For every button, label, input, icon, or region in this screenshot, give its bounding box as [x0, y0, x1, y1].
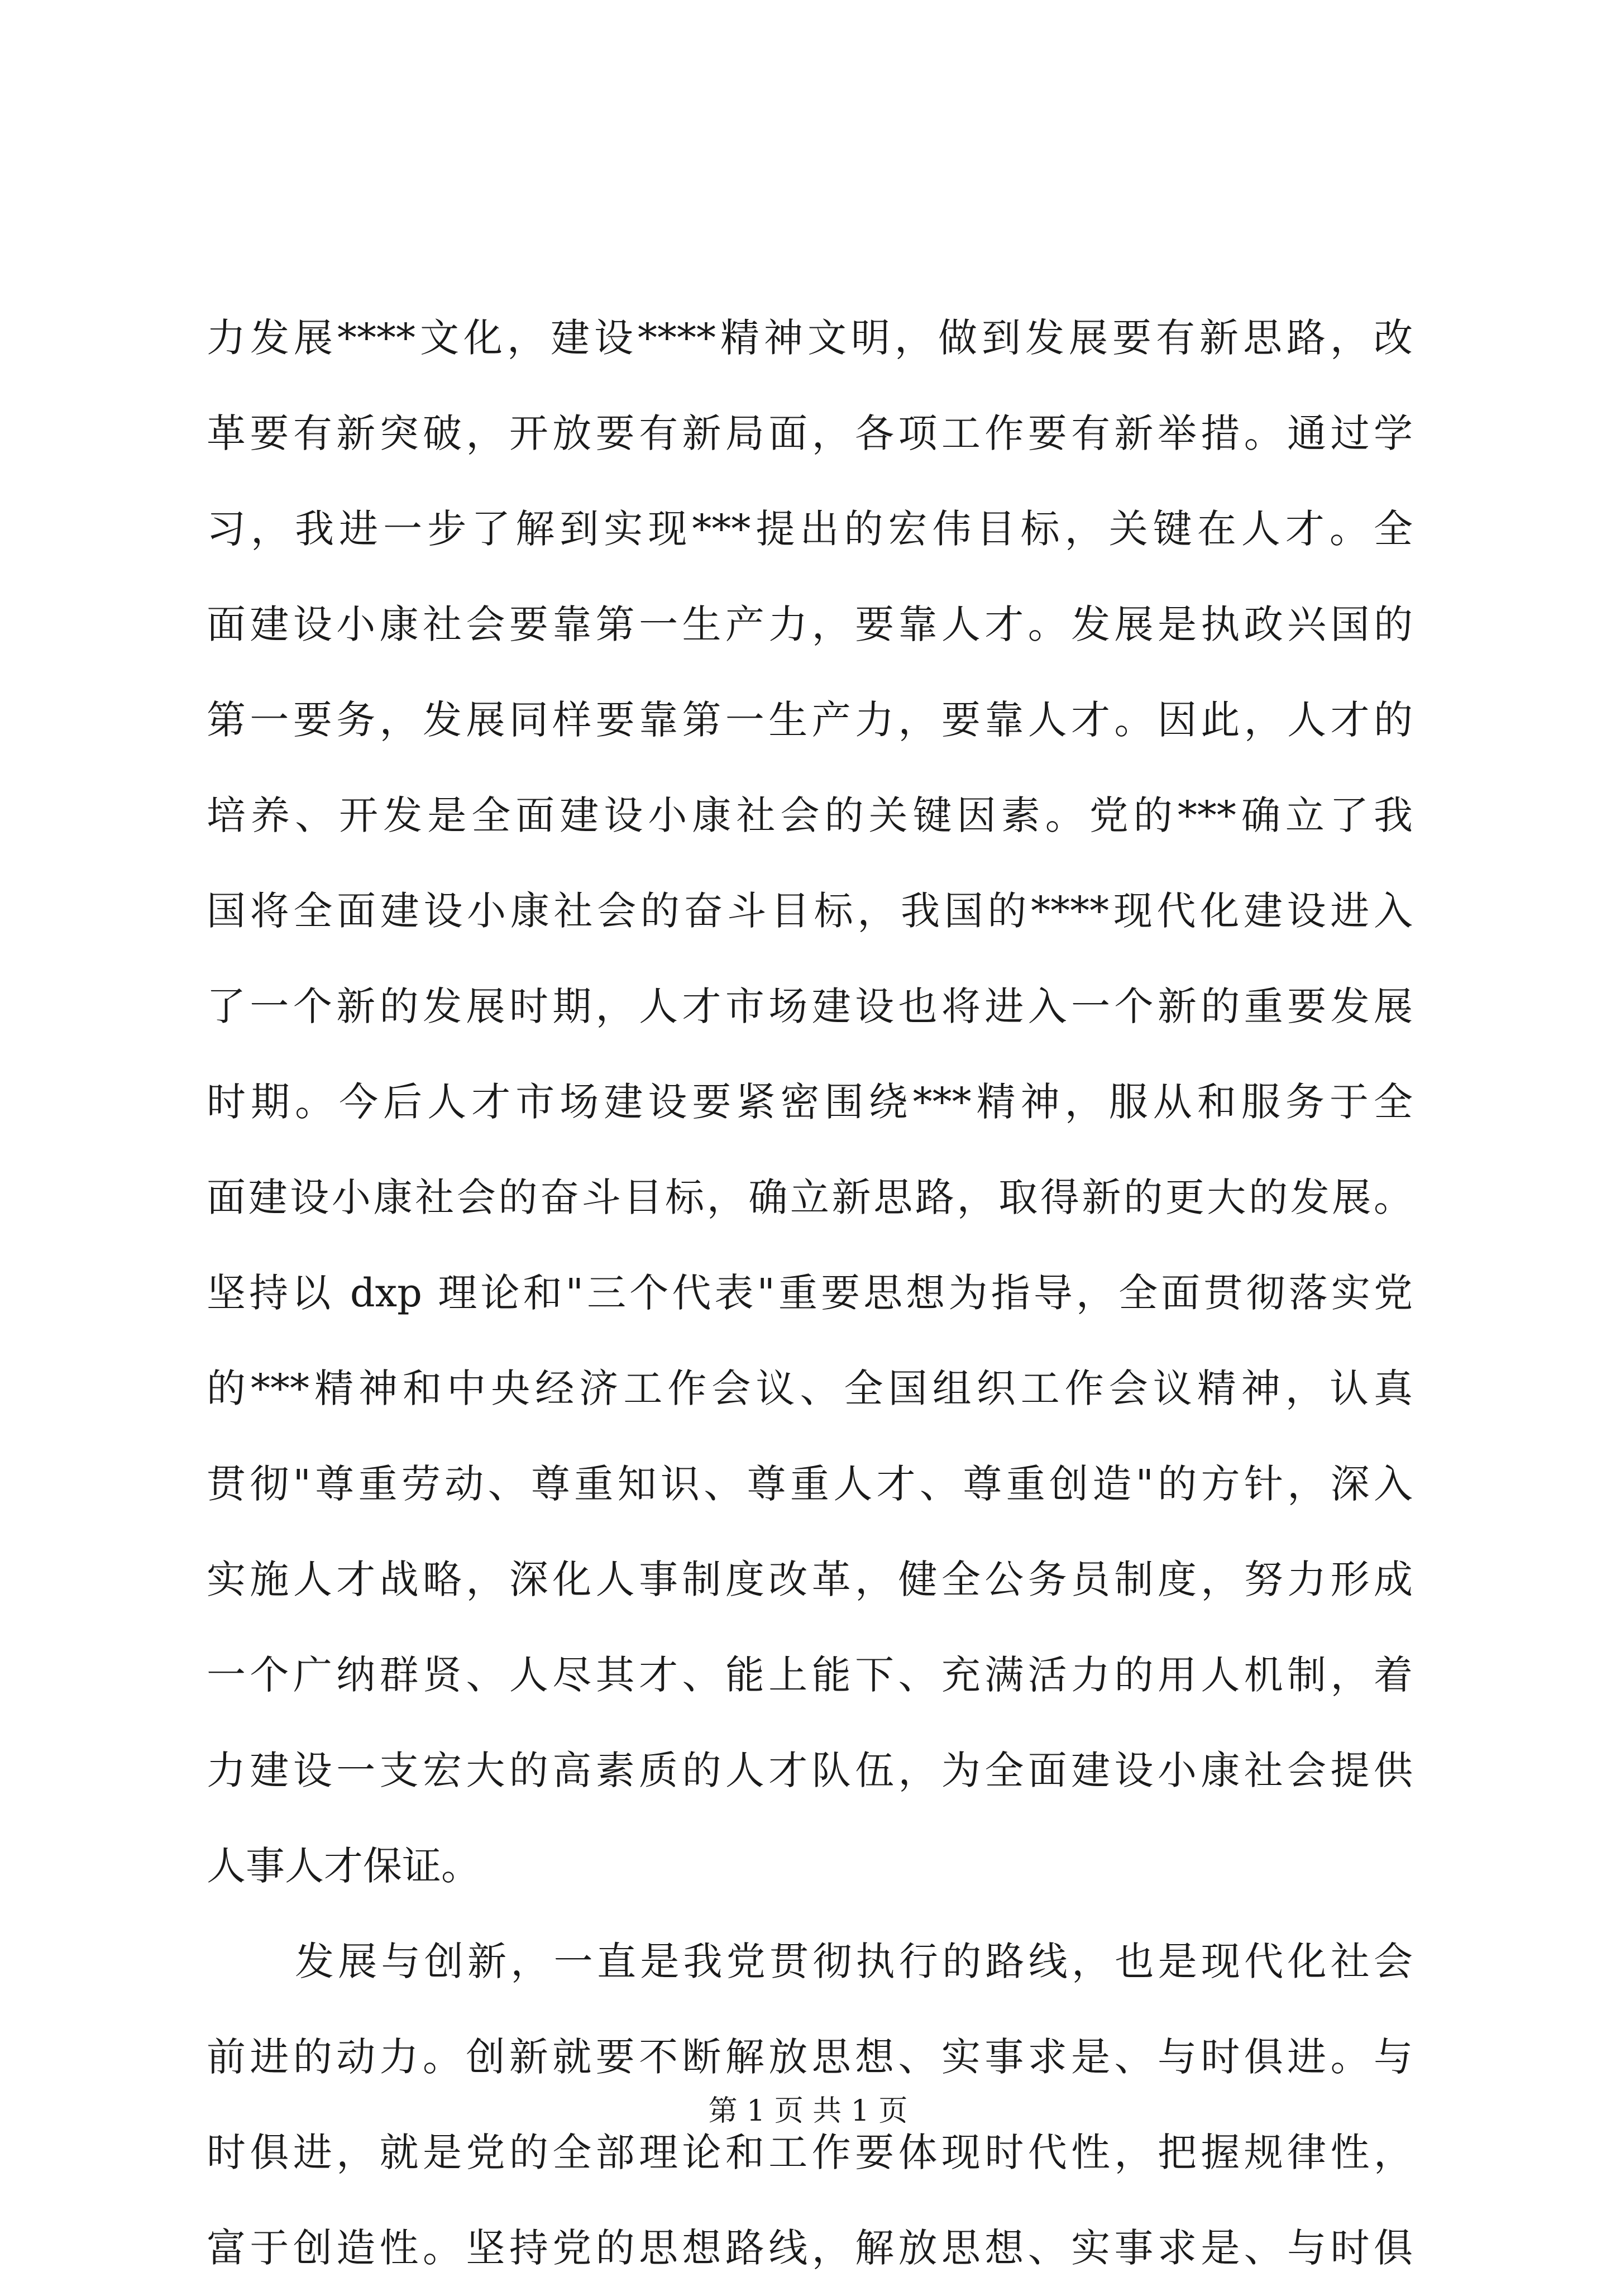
text-line: 坚持以 dxp 理论和"三个代表"重要思想为指导，全面贯彻落实党 — [207, 1270, 1413, 1316]
page-footer — [0, 2092, 1616, 2131]
text-line: 习，我进一步了解到实现***提出的宏伟目标，关键在人才。全 — [207, 506, 1413, 552]
text-line: 第一要务，发展同样要靠第一生产力，要靠人才。因此，人才的 — [207, 697, 1413, 743]
text-line: 力建设一支宏大的高素质的人才队伍，为全面建设小康社会提供 — [207, 1748, 1413, 1793]
text-line: 的***精神和中央经济工作会议、全国组织工作会议精神，认真 — [207, 1366, 1413, 1411]
text-line: 面建设小康社会要靠第一生产力，要靠人才。发展是执政兴国的 — [207, 602, 1413, 647]
page-number-label: 第 1 页 共 1 页 — [708, 2094, 908, 2128]
text-line: 力发展****文化，建设****精神文明，做到发展要有新思路，改 — [207, 315, 1413, 361]
text-line: 了一个新的发展时期，人才市场建设也将进入一个新的重要发展 — [207, 984, 1413, 1029]
text-line: 革要有新突破，开放要有新局面，各项工作要有新举措。通过学 — [207, 410, 1413, 456]
text-line: 一个广纳群贤、人尽其才、能上能下、充满活力的用人机制，着 — [207, 1652, 1413, 1698]
text-line: 人事人才保证。 — [207, 1843, 480, 1889]
paragraph-1 — [207, 290, 1413, 1914]
text-line: 实施人才战略，深化人事制度改革，健全公务员制度，努力形成 — [207, 1557, 1413, 1602]
text-line: 富于创造性。坚持党的思想路线，解放思想、实事求是、与时俱 — [207, 2225, 1413, 2271]
text-line: 时期。今后人才市场建设要紧密围绕***精神，服从和服务于全 — [207, 1079, 1413, 1125]
text-line: 前进的动力。创新就要不断解放思想、实事求是、与时俱进。与 — [207, 2034, 1413, 2080]
text-line: 面建设小康社会的奋斗目标，确立新思路，取得新的更大的发展。 — [207, 1175, 1413, 1220]
text-line: 培养、开发是全面建设小康社会的关键因素。党的***确立了我 — [207, 793, 1413, 838]
body-text — [207, 290, 1413, 2296]
text-line: 发展与创新，一直是我党贯彻执行的路线，也是现代化社会 — [295, 1939, 1413, 1984]
text-line: 贯彻"尊重劳动、尊重知识、尊重人才、尊重创造"的方针，深入 — [207, 1461, 1413, 1507]
text-line: 时俱进，就是党的全部理论和工作要体现时代性，把握规律性， — [207, 2130, 1413, 2175]
text-line: 国将全面建设小康社会的奋斗目标，我国的****现代化建设进入 — [207, 888, 1413, 934]
